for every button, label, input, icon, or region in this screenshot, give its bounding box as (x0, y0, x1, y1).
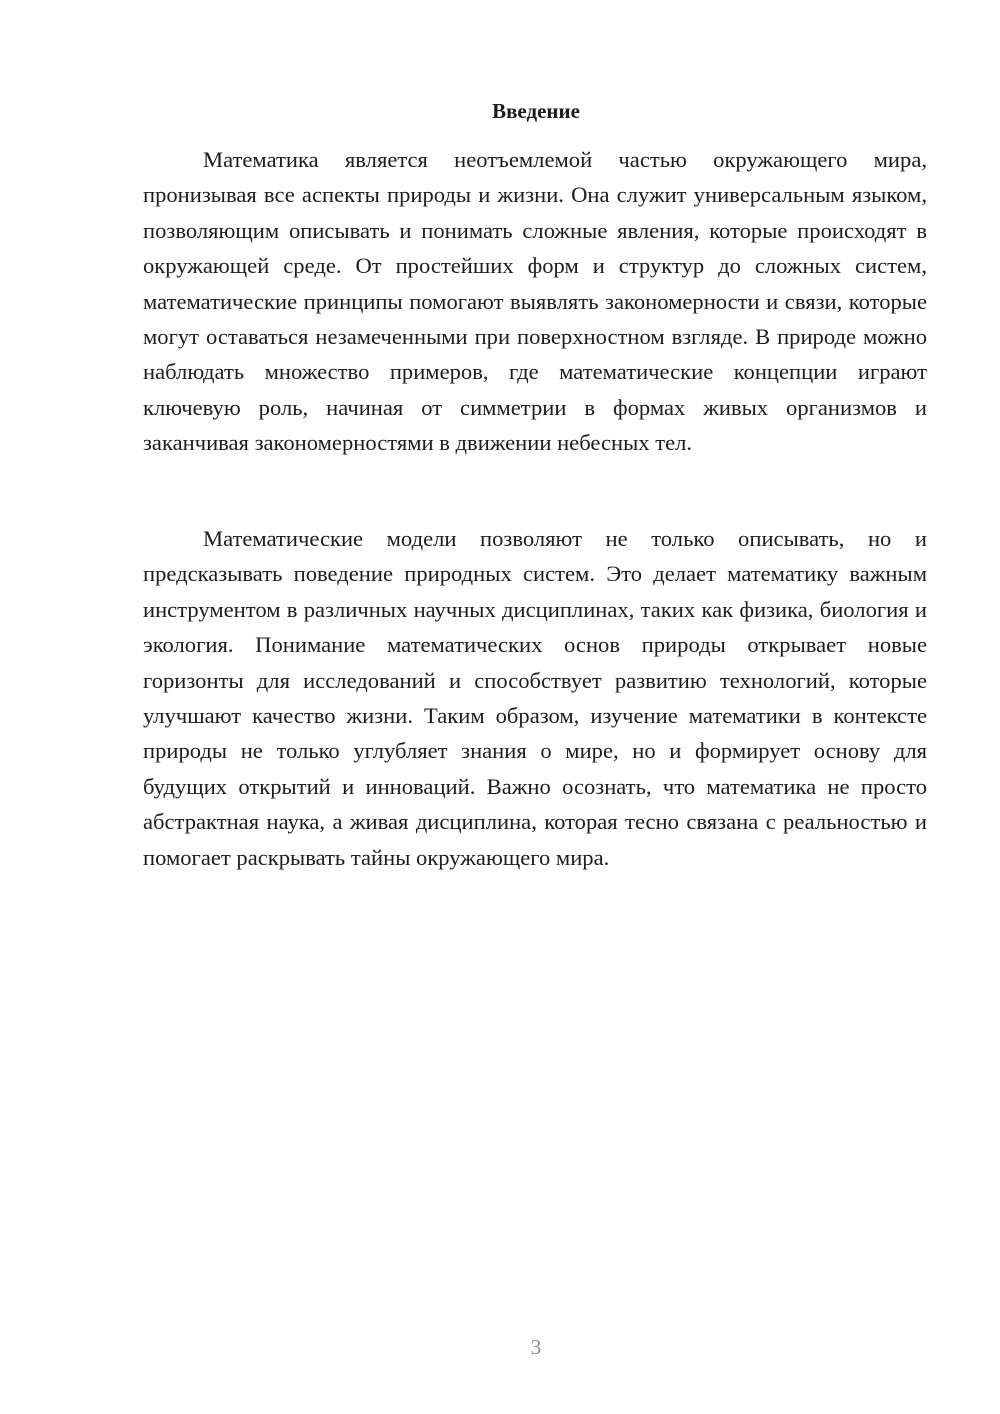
paragraph-1: Математика является неотъемлемой частью окружающего мира, пронизывая все аспекты природы и жизни. Она служит универсальным языком, позволяющим описывать и понимать сложные явления, которые происходят в окружающей среде. От простейших форм и структур до сложных систем, математические принципы помогают выявлять закономерности и связи, которые могут оставаться незамеченными при поверхностном взгляде. В природе можно наблюдать множество примеров, где математические концепции играют ключевую роль, начиная от симметрии в формах живых организмов и заканчивая закономерностями в движении небесных тел. (143, 147, 927, 456)
paragraph-2: Математические модели позволяют не только описывать, но и предсказывать поведение природных систем. Это делает математику важным инструментом в различных научных дисциплинах, таких как физика, биология и экология. Понимание математических основ природы открывает новые горизонты для исследований и способствует развитию технологий, которые улучшают качество жизни. Таким образом, изучение математики в контексте природы не только углубляет знания о мире, но и формирует основу для будущих открытий и инноваций. Важно осознать, что математика не просто абстрактная наука, а живая дисциплина, которая тесно связана с реальностью и помогает раскрывать тайны окружающего мира. (143, 526, 927, 870)
page-number: 3 (530, 1335, 542, 1359)
section-heading: Введение (492, 99, 580, 123)
